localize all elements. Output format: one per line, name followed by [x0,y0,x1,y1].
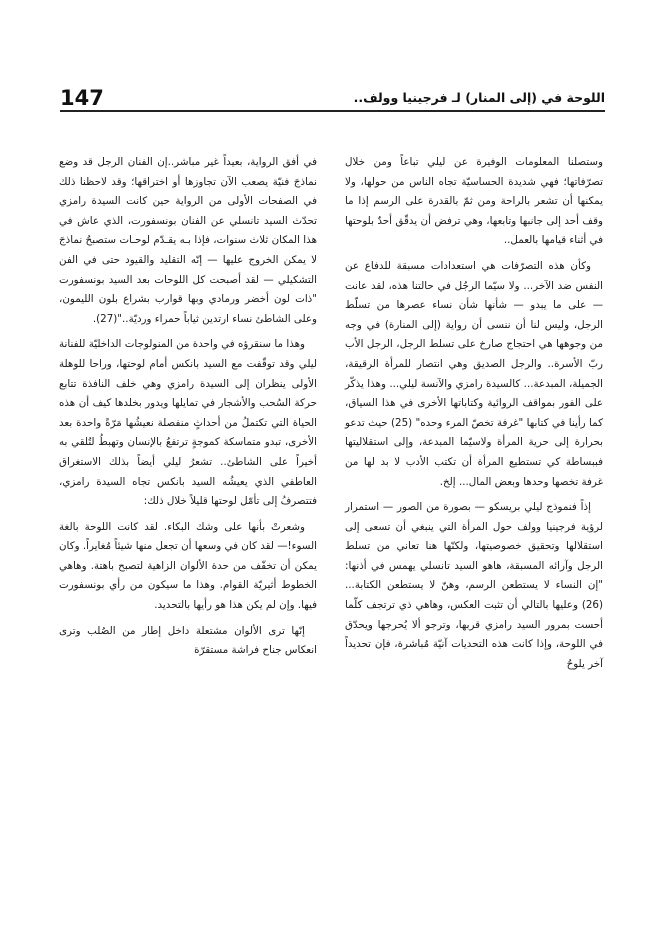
quoted-paragraph: وشعرتْ بأنها على وشك البكاء. لقد كانت اللوحة بالغة السوء!— لقد كان في وسعها أن تجعل منها شيئاً مُغايراً. وكان يمكن أن تخفّف من حدة الألوان الزاهية لتصبح باهتة. وهاهي الخطوط أثيريّة القوام. وهذا ما سيكون من رأي بونسفورت فيها. وإن لم يكن هذا هو رأيها بالتحديد. [59,520,317,612]
running-title: اللوحة في (إلى المنار) لـ فرجينيا وولف.. [353,90,605,105]
paragraph: وهذا ما سنقرؤه في واحدة من المنولوجات الداخليّة للفنانة ليلي وقد توقّفت مع السيد بانكس أمام لوحتها، وراحا للوهلة الأولى ينظران إلى السيدة رامزي وهي خلف النافذة تتابع حركة السُحب والأشجار في تمايلها ويدور بخلدها كيف أن هذه الحياة التي تكتملُ من أحداثٍ منفصلة نعيشُها مَرّةً واحدة بعد الأخرى، تبدو متماسكة كموجةٍ ترتفعُ بالإنسان وتهبطُ لتُلقي به أخيراً على الشاطئ.. تشعرُ ليلي أيضاً بذلك الاستغراق العاطفي الذي يعيشُه السيد بانكس تجاه السيدة رامزي، فتتصرفُ إلى تأمّل لوحتها قليلاً خلال ذلك: [59,338,317,508]
page-header [60,86,605,112]
left-column [59,153,317,667]
header-rule [60,110,605,112]
paragraph: وستصلنا المعلومات الوفيرة عن ليلي تباعاً ومن خلال تصرّفاتها؛ فهي شديدة الحساسيّة تجاه الناس من حولها، ولا يمكنها أن تشعر بالراحة ومن ثمّ بالقدرة على الرسم إذا ما وقف أحد إلى جانبها وتابعها، وهي ترفض أن يدقّق أحدٌ بلوحتها في أثناء قيامها بالعمل.. [345,156,603,247]
right-column [345,153,603,680]
paragraph: إنّها ترى الألوان مشتعلة داخل إطار من الصُلب وترى انعكاس جناح فراشة مستقرّة [59,624,317,657]
page-number: 147 [60,86,104,110]
paragraph: وكأن هذه التصرّفات هي استعدادات مسبقة للدفاع عن النفس ضد الآخر... ولا سيّما الرجُل في حالتنا هذه، لقد عانت — على ما يبدو — شأنها شأن نساء عصرها من تسلّط الرجل، وليس لنا أن ننسى أن رواية (إلى المنارة) في وجه من وجوهها هي احتجاج صارخ على تسلط الرجل، الرجل الأب ربّ الأسرة.. والرجل الصديق وهي انتصار للمرأة الرقيقة، الجميلة، المبدعة... كالسيدة رامزي والآنسة ليلي... وهذا يذكّر على الفور بمواقف الروائية وكتاباتها الأخرى في هذا السياق، كما رأينا في كتابها "غرفة تخصّ المرء وحده" (25) حيث تدعو بحرارة إلى حرية المرأة ولاسيّما المبدعة، وإلى استقلاليتها فببساطة كي تستطيع المرأة أن تكتب الأدب لا بد لها من غرفة تخصها وحدها وبعض المال... إلخ. [345,259,603,488]
paragraph: في أفق الرواية، بعيداً غير مباشر..إن الفنان الرجل قد وضع نماذجَ فنيّة يصعب الآن تجاوزها أو اختراقها؛ وقد لاحظنا ذلك في الصفحات الأولى من الرواية حين كانت السيدة رامزي تحدّث السيد تانسلي عن الفنان بونسفورت، الذي عاش في هذا المكان ثلاث سنوات، فإذا بـه يقـدّم لوحـات ستصبحُ نماذجَ لا يمكن الخروج عليها — إنّه التقليد والقيود حتى في الفن التشكيلي — لقد أصبحت كل اللوحات بعد السيد بونسفورت "ذات لون أخضر ورمادي وبها قوارب بشراع بلون الليمون، وعلى الشاطئ نساء ارتدين ثياباً حمراء ورديّة.."(27). [59,156,317,325]
paragraph: إذاً فنموذج ليلي بريسكو — بصورة من الصور — استمرار لرؤية فرجينيا وولف حول المرأة التي ينبغي أن تسعى إلى استقلالها وتحقيق خصوصيتها، ولكنّها هنا تعاني من تسلط الرجل وآرائه المسبقة، هاهو السيد تانسلي يهمس في أذنها: "إن النساء لا يستطعن الرسم، وهنّ لا يستطعن الكتابة... (26) وعليها بالتالي أن تثبت العكس، وهاهي ذي ترتجف كلّما أحست بمرور السيد رامزي قربها، وترجو ألا يُحرجها ويحدّق في اللوحة، وإذا كانت هذه التحديات آنيّة مُباشرة، فإن تحديداً آخر يلوحُ [345,501,603,670]
